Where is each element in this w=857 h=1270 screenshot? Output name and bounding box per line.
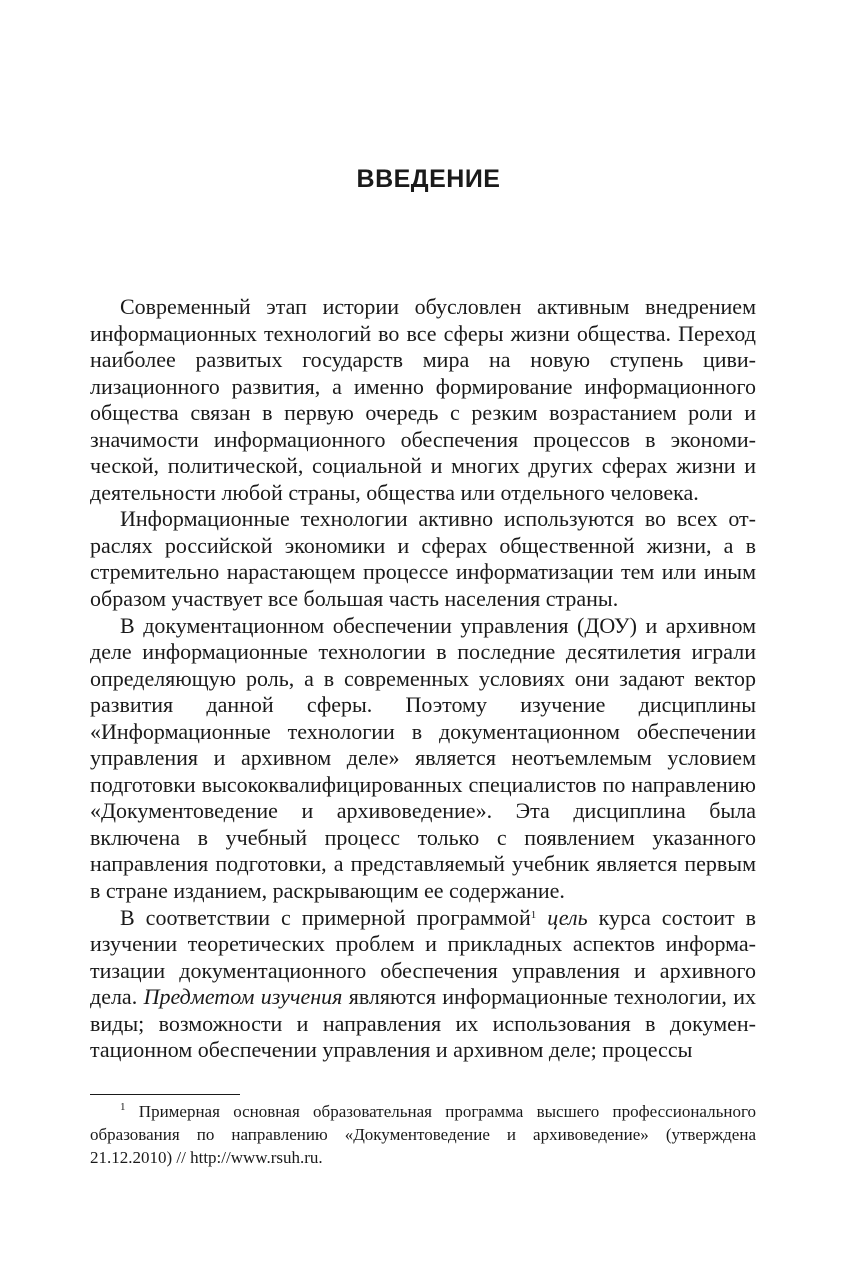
- footnote-divider: [90, 1094, 240, 1095]
- footnote-reference[interactable]: 1: [530, 908, 537, 921]
- footnote: [90, 1100, 756, 1169]
- page-title: ВВЕДЕНИЕ: [356, 165, 501, 193]
- paragraph-2: Информационные технологии активно используются во всех отраслях российской экономики и сферах общественной жизни, а в стремительно нарастающем процессе информатизации тем или иным образом участвует все большая часть населения страны.: [90, 506, 756, 612]
- paragraph-4: [90, 905, 756, 1064]
- paragraph-3: В документационном обеспечении управления (ДОУ) и архивном деле информационные технологии в последние десятилетия играли определяющую роль, а в современных условиях они задают вектор развития данной сферы. Поэтому изучение дисциплины «Информационные технологии в документационном обеспечении управления и архивном деле» является неотъемлемым условием подготовки высококвалифицированных специалистов по направлению «Документоведение и архивоведение». Эта дисциплина была включена в учебный процесс только с появлением указанного направления подготовки, а представляемый учебник является первым в стране изданием, раскрывающим ее содержание.: [90, 612, 756, 904]
- footnote-marker: 1: [120, 1101, 126, 1113]
- term-subject: Предметом изучения: [143, 984, 343, 1010]
- paragraph-4-part-1: В соответствии с примерной программой: [120, 904, 531, 930]
- paragraph-4-part-2: курса состоит в изучении теоретических проблем и прикладных аспектов информатизации документационного обеспечения управления и архивного дела.: [90, 904, 756, 1010]
- paragraph-1: Современный этап истории обусловлен активным внедрением информационных технологий во все сферы жизни общества. Переход наиболее развитых государств мира на новую ступень цивилизационного развития, а именно формирование информационного общества связан в первую очередь с резким возрастанием роли и значимости информационного обеспечения процессов в экономической, политической, социальной и многих других сферах жизни и деятельности любой страны, общества или отдельного человека.: [90, 294, 756, 505]
- term-goal: цель: [547, 904, 588, 930]
- paragraph-4-part-3: являются информационные технологии, их виды; возможности и направления их использования в документационном обеспечении управления и архивном деле; процессы: [90, 984, 757, 1063]
- body-text: [90, 294, 756, 1064]
- footnote-text: Примерная основная образовательная программа высшего профессионального образования по направлению «Документоведение и архивоведение» (утверждена 21.12.2010) // http://www.rsuh.ru.: [90, 1102, 756, 1167]
